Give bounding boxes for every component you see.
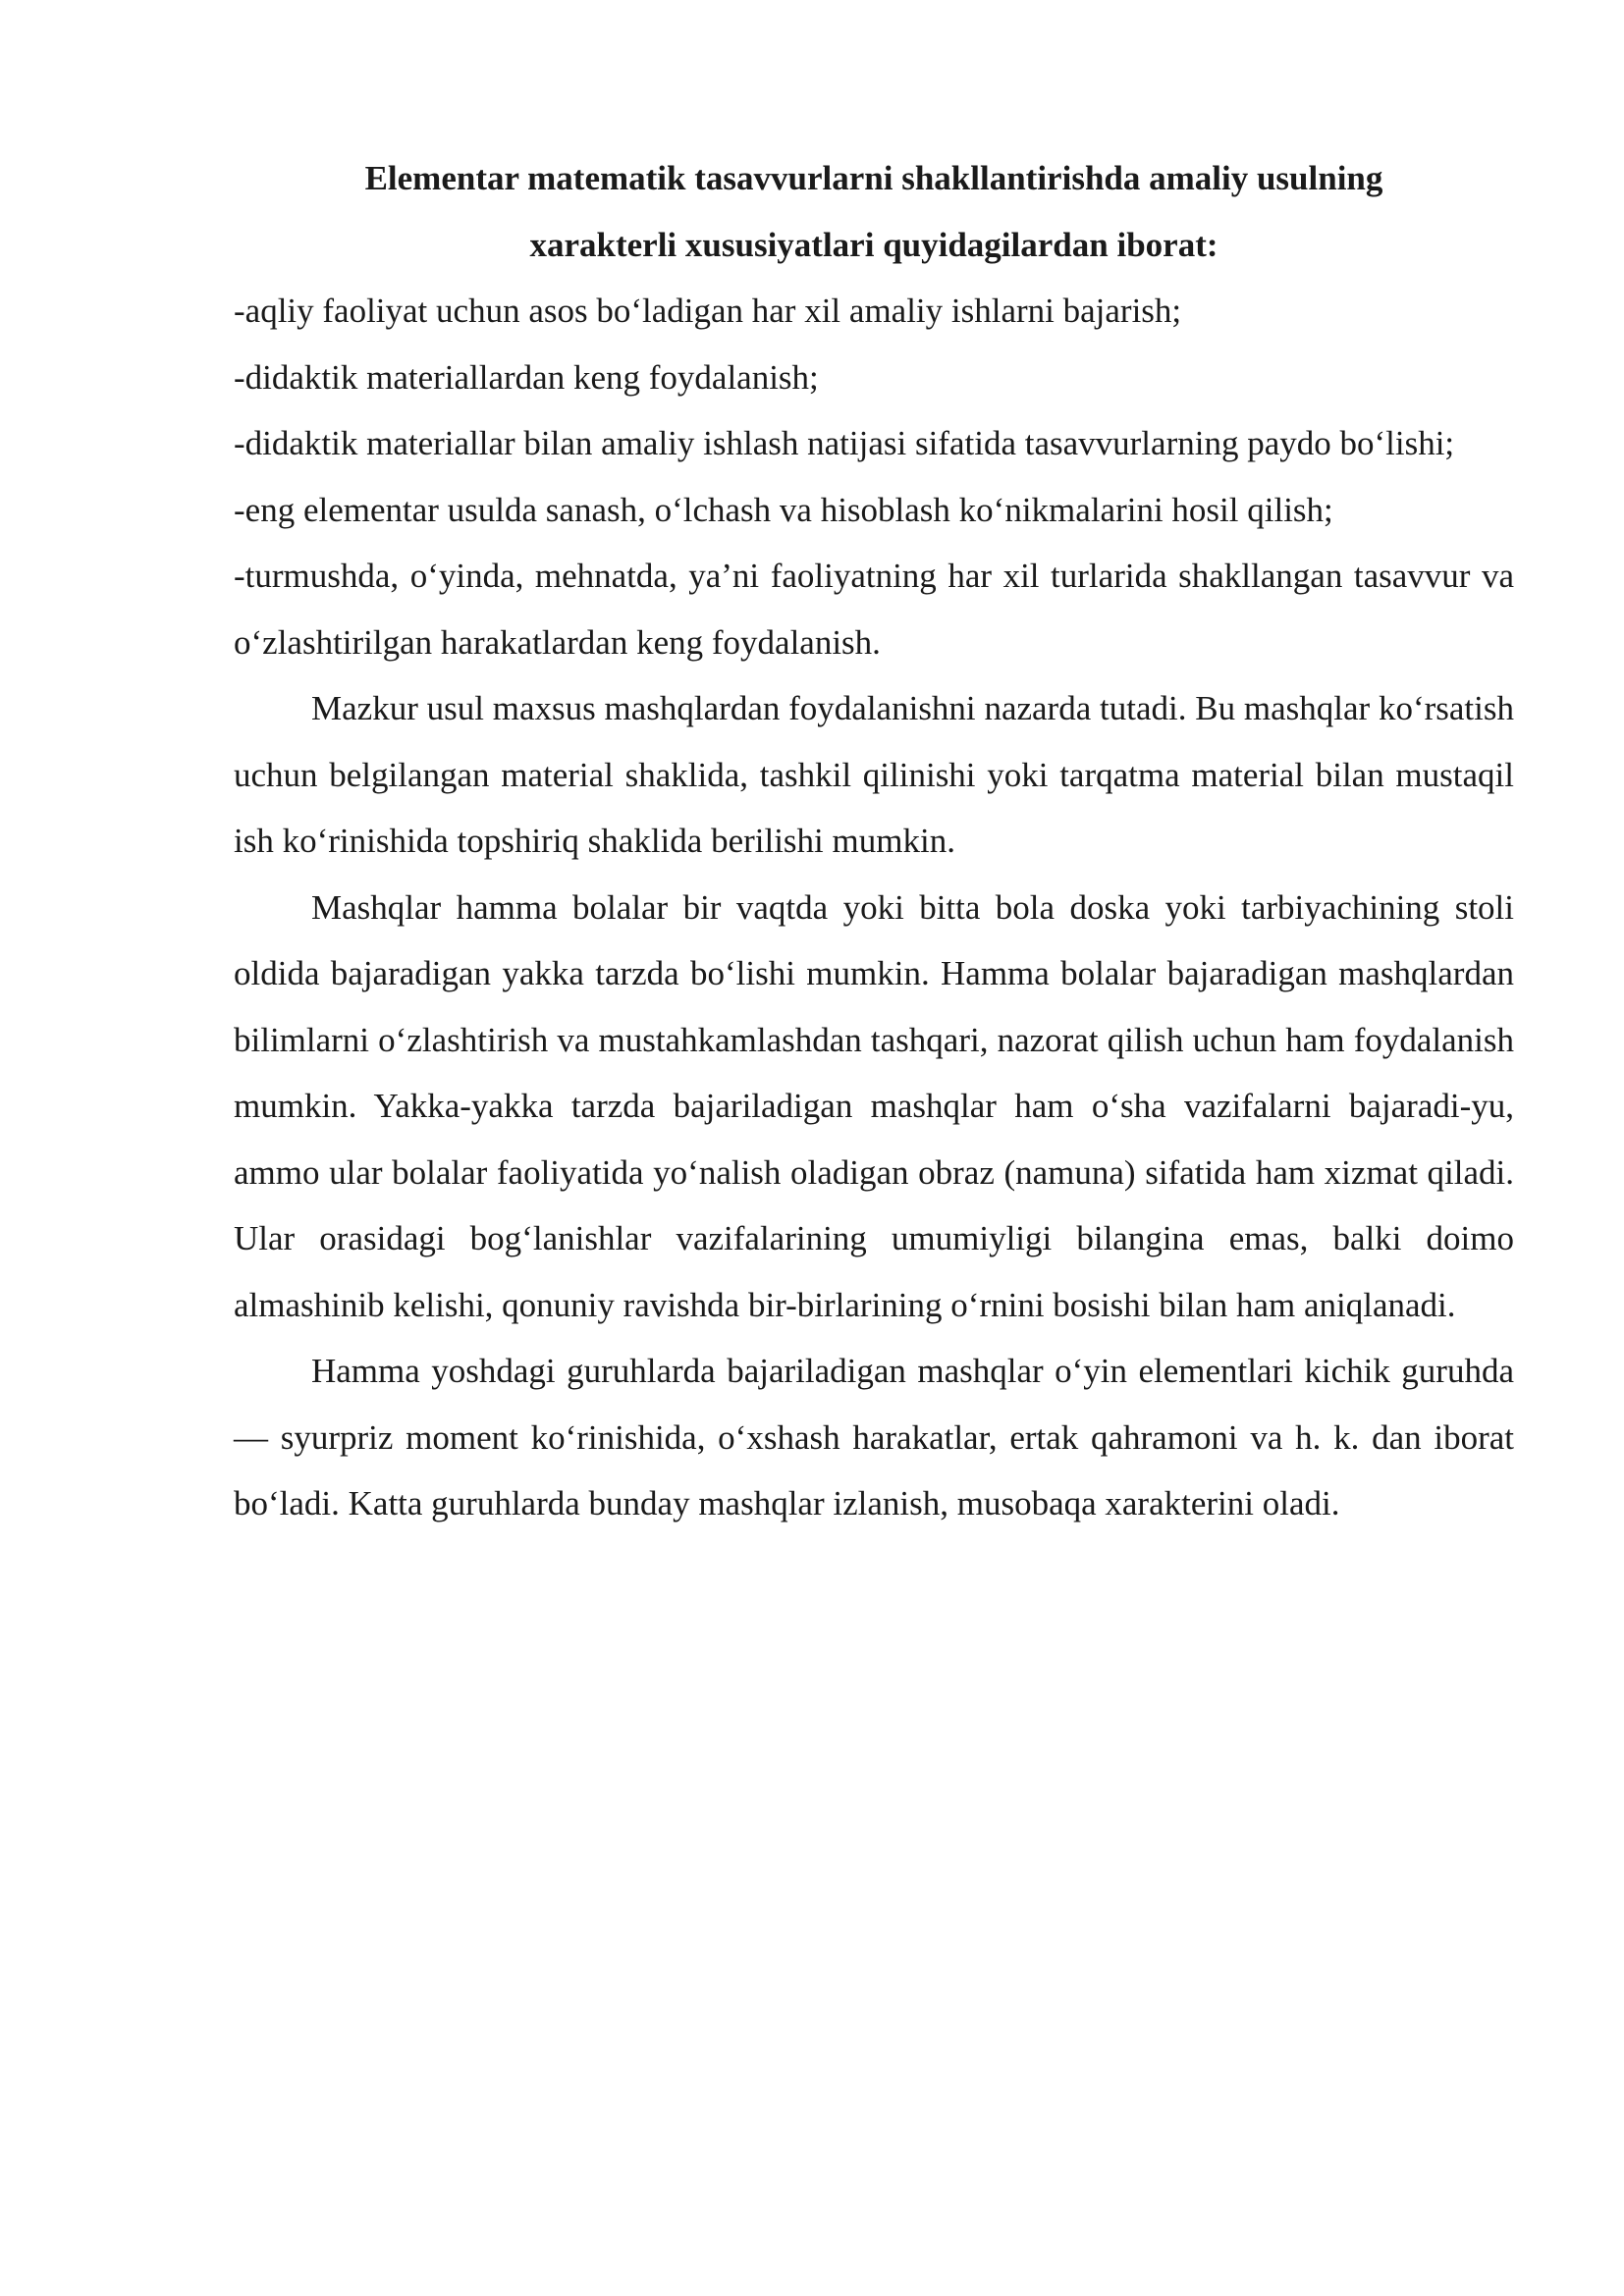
document-title bbox=[234, 145, 1514, 278]
title-line-2: xarakterli xususiyatlari quyidagilardan iborat: bbox=[529, 225, 1218, 264]
list-item: -didaktik materiallardan keng foydalanish; bbox=[234, 357, 819, 397]
list-item: -aqliy faoliyat uchun asos bo‘ladigan har xil amaliy ishlarni bajarish; bbox=[234, 292, 1182, 330]
list-item: -didaktik materiallar bilan amaliy ishlash natijasi sifatida tasavvurlarning paydo bo‘lishi; bbox=[234, 424, 1455, 462]
paragraph-3: Hamma yoshdagi guruhlarda bajariladigan mashqlar o‘yin elementlari kichik guruhda — syurpriz moment ko‘rinishida, o‘xshash harakatlar, ertak qahramoni va h. k. dan iborat bo‘ladi. Katta guruhlarda bunday mashqlar izlanish, musobaqa xarakterini oladi. bbox=[234, 1352, 1514, 1522]
list-item: -turmushda, o‘yinda, mehnatda, ya’ni faoliyatning har xil turlarida shakllangan tasavvur va o‘zlashtirilgan harakatlardan keng foydalanish. bbox=[234, 557, 1514, 662]
paragraph-2: Mashqlar hamma bolalar bir vaqtda yoki bitta bola doska yoki tarbiyachining stoli oldida bajaradigan yakka tarzda bo‘lishi mumkin. Hamma bolalar bajaradigan mashqlardan bilimlarni o‘zlashtirish va mustahkamlashdan tashqari, nazorat qilish uchun ham foydalanish mumkin. Yakka-yakka tarzda bajariladigan mashqlar ham o‘sha vazifalarni bajaradi-yu, ammo ular bolalar faoliyatida yo‘nalish oladigan obraz (namuna) sifatida ham xizmat qiladi. Ular orasidagi bog‘lanishlar vazifalarining umumiyligi bilangina emas, balki doimo almashinib kelishi, qonuniy ravishda bir-birlarining o‘rnini bosishi bilan ham aniqlanadi. bbox=[234, 887, 1514, 1324]
list-item: -eng elementar usulda sanash, o‘lchash va hisoblash ko‘nikmalarini hosil qilish; bbox=[234, 490, 1333, 529]
feature-list bbox=[234, 278, 1514, 675]
paragraph-1: Mazkur usul maxsus mashqlardan foydalanishni nazarda tutadi. Bu mashqlar ko‘rsatish uchun belgilangan material shaklida, tashkil qilinishi yoki tarqatma material bilan mustaqil ish ko‘rinishida topshiriq shaklida berilishi mumkin. bbox=[234, 689, 1514, 860]
title-line-1: Elementar matematik tasavvurlarni shakllantirishda amaliy usulning bbox=[364, 159, 1383, 197]
document-page bbox=[234, 145, 1514, 1537]
